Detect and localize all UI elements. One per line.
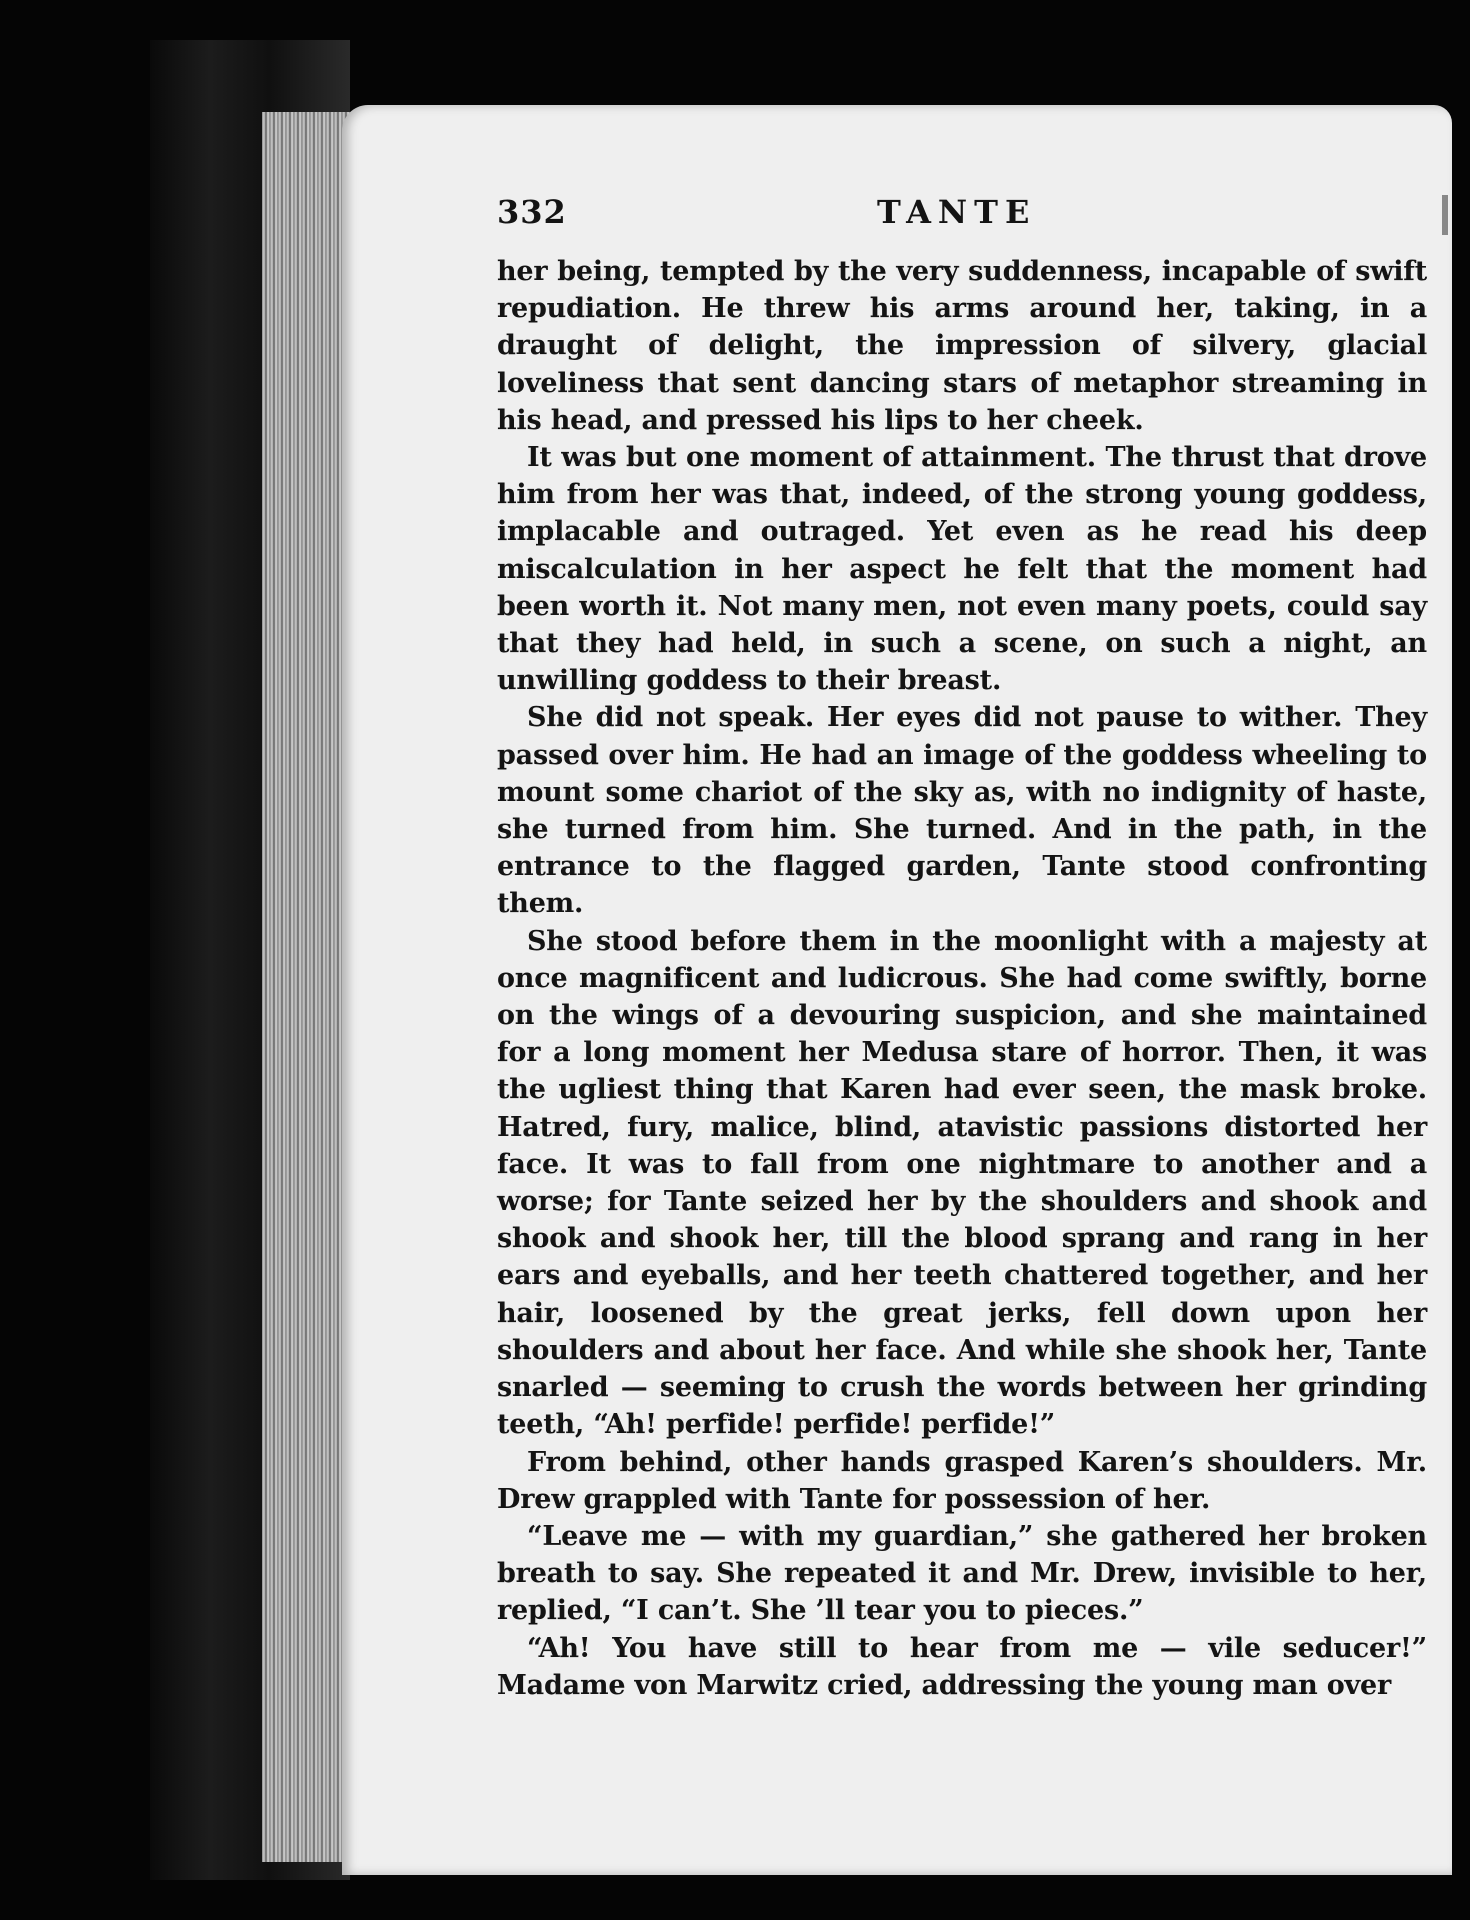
page-content (497, 193, 1427, 1704)
paragraph: “Ah! You have still to hear from me — vile seducer!” Madame von Marwitz cried, addressing the young man over (497, 1632, 1427, 1701)
page-header (497, 193, 1427, 253)
book-page (342, 105, 1452, 1875)
page-edges (262, 112, 352, 1862)
paragraph: From behind, other hands grasped Karen’s shoulders. Mr. Drew grappled with Tante for possession of her. (497, 1446, 1427, 1515)
paragraph: It was but one moment of attainment. The thrust that drove him from her was that, indeed, of the strong young goddess, implacable and outraged. Yet even as he read his deep miscalculation in her aspect he felt that the moment had been worth it. Not many men, not even many poets, could say that they had held, in such a scene, on such a night, an unwilling goddess to their breast. (497, 442, 1427, 697)
running-head: TANTE (877, 193, 1037, 231)
paragraph: “Leave me — with my guardian,” she gathered her broken breath to say. She repeated it and Mr. Drew, invisible to her, replied, “I can’t. She ’ll tear you to pieces.” (497, 1520, 1427, 1627)
paragraph: her being, tempted by the very suddenness, incapable of swift repudiation. He threw his arms around her, taking, in a draught of delight, the impression of silvery, glacial loveliness that sent dancing stars of metaphor streaming in his head, and pressed his lips to her cheek. (497, 256, 1427, 436)
body-text (497, 253, 1427, 1704)
paragraph: She did not speak. Her eyes did not pause to wither. They passed over him. He had an image of the goddess wheeling to mount some chariot of the sky as, with no indignity of haste, she turned from him. She turned. And in the path, in the entrance to the flagged garden, Tante stood confronting them. (497, 702, 1427, 920)
page-number: 332 (497, 193, 567, 231)
paragraph: She stood before them in the moonlight with a majesty at once magnificent and ludicrous. She had come swiftly, borne on the wings of a devouring suspicion, and she maintained for a long moment her Medusa stare of horror. Then, it was the ugliest thing that Karen had ever seen, the mask broke. Hatred, fury, malice, blind, atavistic passions distorted her face. It was to fall from one nightmare to another and a worse; for Tante seized her by the shoulders and shook and shook and shook her, till the blood sprang and rang in her ears and eyeballs, and her teeth chattered together, and her hair, loosened by the great jerks, fell down upon her shoulders and about her face. And while she shook her, Tante snarled — seeming to crush the words between her grinding teeth, “Ah! perfide! perfide! perfide!” (497, 925, 1427, 1441)
margin-mark (1442, 195, 1448, 235)
